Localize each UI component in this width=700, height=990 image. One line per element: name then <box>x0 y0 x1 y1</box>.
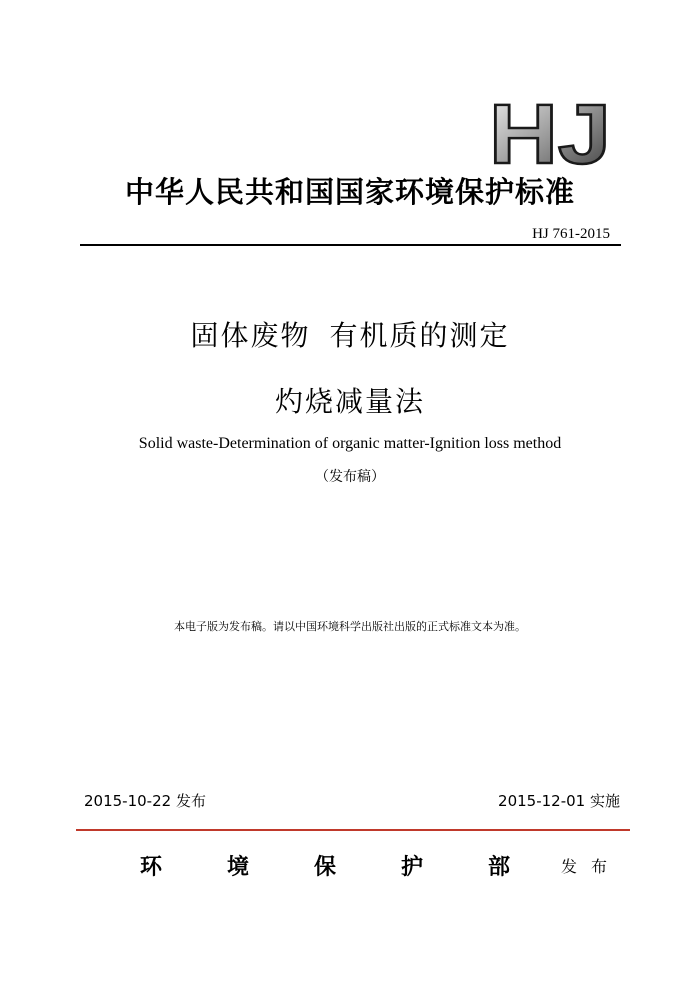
standard-code: HJ 761-2015 <box>532 226 610 242</box>
hj-logo <box>488 100 612 166</box>
issuing-authority <box>140 850 510 881</box>
issuer-char: 部 <box>487 855 510 880</box>
issuer-char: 保 <box>313 855 336 880</box>
issuer-char: 境 <box>226 855 249 880</box>
header-divider <box>80 244 621 246</box>
hj-logo-text: HJ <box>489 100 611 166</box>
implementation-date: 2015-12-01 实施 <box>498 792 620 810</box>
issued-label: 发布 <box>561 857 622 876</box>
release-status: （发布稿） <box>315 469 385 485</box>
english-title: Solid waste-Determination of organic matter-Ignition loss method <box>138 435 562 452</box>
document-title-line1: 固体废物 有机质的测定 <box>190 319 510 352</box>
document-title-line2: 灼烧减量法 <box>274 385 425 418</box>
issue-date: 2015-10-22 发布 <box>84 792 206 810</box>
issuer-char: 环 <box>140 855 163 880</box>
issuer-char: 护 <box>400 855 423 880</box>
edition-note: 本电子版为发布稿。请以中国环境科学出版社出版的正式标准文本为准。 <box>174 620 526 633</box>
footer-divider <box>76 829 630 831</box>
standard-title: 中华人民共和国国家环境保护标准 <box>124 175 575 209</box>
